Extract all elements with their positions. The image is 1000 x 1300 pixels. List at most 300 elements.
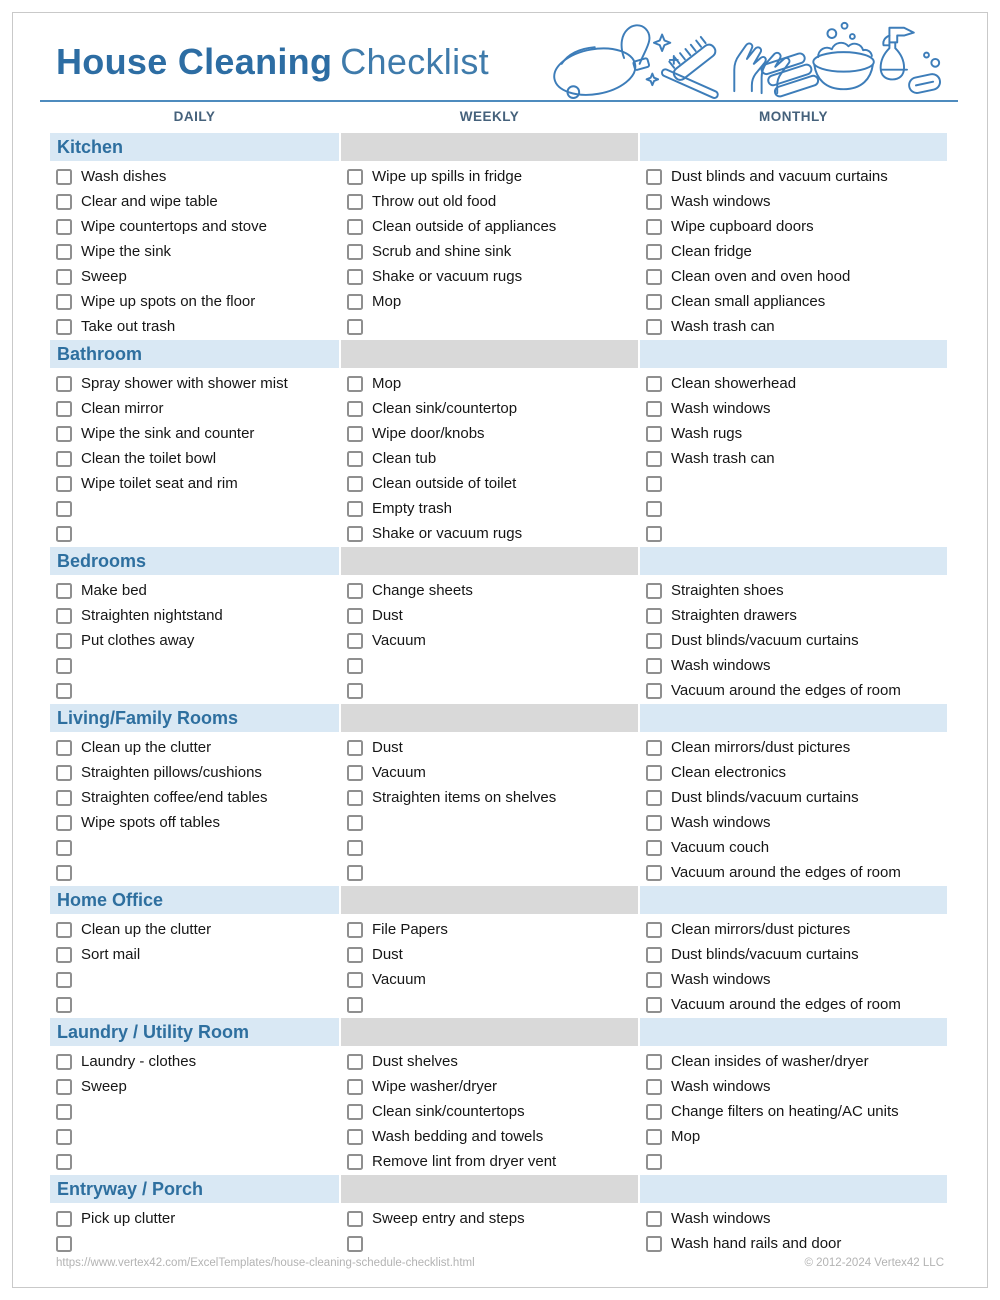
checkbox[interactable] (56, 922, 72, 938)
item-label: Straighten shoes (671, 582, 784, 599)
checkbox[interactable] (56, 269, 72, 285)
checklist-row (640, 1074, 947, 1099)
checkbox[interactable] (347, 790, 363, 806)
section-items (50, 1046, 947, 1175)
checklist-row (341, 992, 638, 1017)
checkbox[interactable] (646, 633, 662, 649)
item-label: Clean showerhead (671, 375, 797, 392)
checklist-row (341, 678, 638, 703)
checklist-row (640, 264, 947, 289)
checkbox[interactable] (347, 451, 363, 467)
checklist-row (640, 578, 947, 603)
checklist-row (50, 942, 339, 967)
checklist-row (640, 992, 947, 1017)
checkbox[interactable] (646, 501, 662, 517)
checkbox[interactable] (56, 1154, 72, 1170)
checkbox[interactable] (646, 1154, 662, 1170)
checkbox[interactable] (347, 583, 363, 599)
checklist-row (640, 1231, 947, 1256)
checkbox[interactable] (347, 1104, 363, 1120)
checkbox[interactable] (56, 426, 72, 442)
section-title: Bedrooms (57, 551, 147, 571)
checkbox[interactable] (646, 658, 662, 674)
checklist-row (50, 1099, 339, 1124)
checklist-row (640, 446, 947, 471)
checkbox[interactable] (646, 583, 662, 599)
header-divider (40, 100, 958, 102)
checkbox[interactable] (56, 1104, 72, 1120)
section-laundry-utility-room (50, 1018, 947, 1175)
checkbox[interactable] (56, 997, 72, 1013)
checkbox[interactable] (347, 1154, 363, 1170)
section-band-right (640, 340, 947, 368)
section-band-middle (341, 133, 638, 161)
item-label: Wash trash can (671, 318, 775, 335)
column-daily (50, 164, 339, 339)
section-band-right (640, 1175, 947, 1203)
checkbox[interactable] (347, 608, 363, 624)
checkbox[interactable] (56, 319, 72, 335)
item-label: Clean small appliances (671, 293, 826, 310)
checkbox[interactable] (646, 972, 662, 988)
section-band-middle (341, 704, 638, 732)
item-label: Clean tub (372, 450, 437, 467)
item-label: Wipe washer/dryer (372, 1078, 498, 1095)
checklist-row (50, 289, 339, 314)
checkbox[interactable] (347, 501, 363, 517)
checkbox[interactable] (347, 997, 363, 1013)
checklist-row (50, 396, 339, 421)
item-label: Wash bedding and towels (372, 1128, 544, 1145)
checkbox[interactable] (56, 740, 72, 756)
item-label: Wash windows (671, 657, 771, 674)
item-label: Wash hand rails and door (671, 1235, 842, 1252)
checklist-row (341, 835, 638, 860)
checklist-row (341, 653, 638, 678)
checkbox[interactable] (56, 865, 72, 881)
checklist-row (50, 521, 339, 546)
checkbox[interactable] (646, 997, 662, 1013)
checklist-row (50, 371, 339, 396)
checkbox[interactable] (646, 1236, 662, 1252)
item-label: Wash windows (671, 400, 771, 417)
checkbox[interactable] (646, 840, 662, 856)
checklist-row (50, 1124, 339, 1149)
page-title (56, 40, 489, 84)
item-label: Dust (372, 946, 403, 963)
section-band-middle (341, 340, 638, 368)
checklist-row (640, 1149, 947, 1174)
checklist-row (50, 1206, 339, 1231)
checklist-row (50, 810, 339, 835)
checklist-row (640, 917, 947, 942)
checkbox[interactable] (56, 244, 72, 260)
checkbox[interactable] (646, 740, 662, 756)
checklist-row (640, 189, 947, 214)
section-band-right (640, 1018, 947, 1046)
item-label: Vacuum around the edges of room (671, 996, 901, 1013)
checkbox[interactable] (56, 401, 72, 417)
checkbox[interactable] (646, 294, 662, 310)
checklist-row (50, 835, 339, 860)
checkbox[interactable] (56, 790, 72, 806)
item-label: Vacuum around the edges of room (671, 682, 901, 699)
vacuum-icon (551, 25, 650, 100)
checkbox[interactable] (347, 865, 363, 881)
footer (56, 1257, 944, 1269)
footer-url: https://www.vertex42.com/ExcelTemplates/house-cleaning-schedule-checklist.html (56, 1257, 475, 1269)
checklist-row (341, 521, 638, 546)
section-items (50, 161, 947, 340)
checklist-row (50, 1231, 339, 1256)
checkbox[interactable] (347, 1054, 363, 1070)
checklist-row (50, 603, 339, 628)
item-label: Vacuum (372, 971, 426, 988)
checkbox[interactable] (347, 840, 363, 856)
checkbox[interactable] (347, 683, 363, 699)
checkbox[interactable] (646, 319, 662, 335)
column-daily (50, 735, 339, 885)
checkbox[interactable] (347, 526, 363, 542)
checkbox[interactable] (646, 376, 662, 392)
section-band-right (640, 704, 947, 732)
checklist-row (640, 314, 947, 339)
column-header-daily: DAILY (173, 109, 216, 124)
column-monthly (640, 578, 947, 703)
checkbox[interactable] (347, 476, 363, 492)
item-label: Spray shower with shower mist (81, 375, 288, 392)
checkbox[interactable] (56, 815, 72, 831)
checklist-row (50, 164, 339, 189)
item-label: Mop (372, 375, 402, 392)
column-weekly (341, 1206, 638, 1256)
checklist-row (50, 421, 339, 446)
sparkle-icons (647, 35, 678, 86)
checkbox[interactable] (56, 972, 72, 988)
checklist-row (341, 1049, 638, 1074)
checklist-row (640, 785, 947, 810)
checklist-row (341, 1231, 638, 1256)
column-monthly (640, 735, 947, 885)
checkbox[interactable] (56, 376, 72, 392)
checkbox[interactable] (56, 1129, 72, 1145)
checkbox[interactable] (646, 1129, 662, 1145)
checkbox[interactable] (646, 1054, 662, 1070)
section-band-left (50, 704, 339, 732)
checkbox[interactable] (56, 194, 72, 210)
item-label: Mop (372, 293, 402, 310)
checklist-row (341, 446, 638, 471)
checkbox[interactable] (56, 1236, 72, 1252)
checkbox[interactable] (56, 219, 72, 235)
column-weekly (341, 735, 638, 885)
checkbox[interactable] (56, 451, 72, 467)
checkbox[interactable] (347, 633, 363, 649)
item-label: Straighten pillows/cushions (81, 764, 262, 781)
checklist-row (640, 421, 947, 446)
checkbox[interactable] (347, 1236, 363, 1252)
section-band-middle (341, 886, 638, 914)
item-label: Change sheets (372, 582, 473, 599)
column-weekly (341, 1049, 638, 1174)
section-title: Kitchen (57, 137, 124, 157)
checkbox[interactable] (347, 922, 363, 938)
checklist-row (341, 785, 638, 810)
checkbox[interactable] (347, 1211, 363, 1227)
checklist-row (341, 471, 638, 496)
checkbox[interactable] (347, 244, 363, 260)
checkbox[interactable] (56, 947, 72, 963)
item-label: Wipe up spills in fridge (372, 168, 523, 185)
checkbox[interactable] (347, 1079, 363, 1095)
item-label: Clean sink/countertops (372, 1103, 525, 1120)
item-label: Wipe toilet seat and rim (81, 475, 238, 492)
item-label: Laundry - clothes (81, 1053, 197, 1070)
checkbox[interactable] (347, 269, 363, 285)
item-label: Change filters on heating/AC units (671, 1103, 899, 1120)
item-label: Vacuum around the edges of room (671, 864, 901, 881)
section-band-left (50, 547, 339, 575)
checkbox[interactable] (646, 451, 662, 467)
checkbox[interactable] (56, 476, 72, 492)
checkbox[interactable] (646, 244, 662, 260)
checklist-row (341, 371, 638, 396)
checklist-row (640, 1206, 947, 1231)
checklist-row (341, 421, 638, 446)
checkbox[interactable] (347, 947, 363, 963)
column-monthly (640, 371, 947, 546)
checklist-row (640, 942, 947, 967)
section-band-right (640, 547, 947, 575)
checklist-row (341, 314, 638, 339)
section-kitchen (50, 133, 947, 340)
checklist-row (341, 239, 638, 264)
item-label: Empty trash (372, 500, 453, 517)
section-band-middle (341, 1018, 638, 1046)
item-label: Dust shelves (372, 1053, 458, 1070)
item-label: Clean electronics (671, 764, 787, 781)
item-label: Scrub and shine sink (372, 243, 512, 260)
section-band-right (640, 133, 947, 161)
checklist-row (640, 1099, 947, 1124)
checkbox[interactable] (646, 683, 662, 699)
item-label: Remove lint from dryer vent (372, 1153, 557, 1170)
item-label: Clean up the clutter (81, 739, 212, 756)
item-label: Throw out old food (372, 193, 497, 210)
checklist-row (341, 810, 638, 835)
item-label: Wipe cupboard doors (671, 218, 814, 235)
checkbox[interactable] (347, 401, 363, 417)
section-band-middle (341, 547, 638, 575)
checkbox[interactable] (646, 922, 662, 938)
checklist-row (640, 1049, 947, 1074)
item-label: Clean mirror (81, 400, 164, 417)
section-items (50, 914, 947, 1018)
checkbox[interactable] (56, 1211, 72, 1227)
checklist-row (640, 496, 947, 521)
checkbox[interactable] (347, 426, 363, 442)
soap-bar-icon (908, 53, 942, 95)
section-band-left (50, 1018, 339, 1046)
item-label: Dust blinds/vacuum curtains (671, 946, 859, 963)
checkbox[interactable] (646, 526, 662, 542)
checkbox[interactable] (646, 1079, 662, 1095)
section-entryway-porch (50, 1175, 947, 1257)
checkbox[interactable] (56, 1079, 72, 1095)
item-label: Clean outside of appliances (372, 218, 557, 235)
checklist-row (341, 628, 638, 653)
item-label: Dust blinds/vacuum curtains (671, 632, 859, 649)
checkbox[interactable] (347, 194, 363, 210)
column-header-monthly: MONTHLY (758, 109, 828, 124)
checkbox[interactable] (646, 865, 662, 881)
checklist-row (341, 1149, 638, 1174)
checkbox[interactable] (646, 219, 662, 235)
towel-stack-icon (760, 50, 819, 99)
section-title: Entryway / Porch (57, 1179, 204, 1199)
item-label: Clean insides of washer/dryer (671, 1053, 869, 1070)
checkbox[interactable] (646, 1211, 662, 1227)
checkbox[interactable] (646, 608, 662, 624)
checklist-row (640, 760, 947, 785)
checklist-row (640, 628, 947, 653)
checkbox[interactable] (646, 790, 662, 806)
checkbox[interactable] (347, 169, 363, 185)
item-label: Dust (372, 607, 403, 624)
item-label: Clean up the clutter (81, 921, 212, 938)
checklist-row (640, 214, 947, 239)
checklist-row (341, 164, 638, 189)
spray-bottle-icon (881, 28, 914, 80)
item-label: Wash trash can (671, 450, 775, 467)
checklist-row (341, 942, 638, 967)
item-label: Clean outside of toilet (372, 475, 517, 492)
checkbox[interactable] (56, 583, 72, 599)
checkbox[interactable] (56, 169, 72, 185)
item-label: Sort mail (81, 946, 141, 963)
checkbox[interactable] (646, 169, 662, 185)
checkbox[interactable] (646, 947, 662, 963)
section-header-band (50, 547, 947, 575)
checklist-row (640, 653, 947, 678)
column-monthly (640, 917, 947, 1017)
checkbox[interactable] (646, 1104, 662, 1120)
checkbox[interactable] (56, 608, 72, 624)
checklist-row (640, 164, 947, 189)
item-label: Wash windows (671, 971, 771, 988)
item-label: Clean mirrors/dust pictures (671, 739, 851, 756)
item-label: Wipe door/knobs (372, 425, 485, 442)
checkbox[interactable] (347, 376, 363, 392)
checklist-row (341, 396, 638, 421)
item-label: Mop (671, 1128, 701, 1145)
checkbox[interactable] (347, 765, 363, 781)
checkbox[interactable] (56, 294, 72, 310)
checkbox[interactable] (56, 683, 72, 699)
checkbox[interactable] (347, 219, 363, 235)
checklist-row (341, 735, 638, 760)
checkbox[interactable] (646, 815, 662, 831)
item-label: Wash windows (671, 1078, 771, 1095)
checkbox[interactable] (347, 1129, 363, 1145)
cleaning-tools-illustration (546, 14, 946, 100)
section-header-band (50, 340, 947, 368)
checkbox[interactable] (56, 1054, 72, 1070)
checkbox[interactable] (56, 658, 72, 674)
checkbox[interactable] (56, 501, 72, 517)
column-daily (50, 917, 339, 1017)
item-label: Wash dishes (81, 168, 167, 185)
item-label: Clean sink/countertop (372, 400, 518, 417)
checklist-row (640, 521, 947, 546)
checklist-row (640, 603, 947, 628)
checklist-row (50, 471, 339, 496)
checklist-row (341, 189, 638, 214)
section-band-middle (341, 1175, 638, 1203)
checklist-row (341, 264, 638, 289)
column-daily (50, 578, 339, 703)
column-monthly (640, 164, 947, 339)
checkbox[interactable] (347, 319, 363, 335)
checklist-row (640, 396, 947, 421)
section-bathroom (50, 340, 947, 547)
item-label: Clean mirrors/dust pictures (671, 921, 851, 938)
item-label: Clear and wipe table (81, 193, 218, 210)
checklist-row (50, 967, 339, 992)
checkbox[interactable] (646, 765, 662, 781)
item-label: Sweep entry and steps (372, 1210, 525, 1227)
item-label: Wash windows (671, 193, 771, 210)
checkbox[interactable] (646, 269, 662, 285)
section-band-left (50, 886, 339, 914)
checkbox[interactable] (56, 633, 72, 649)
checkbox[interactable] (56, 840, 72, 856)
checklist-row (341, 860, 638, 885)
checklist-row (50, 760, 339, 785)
item-label: Vacuum couch (671, 839, 770, 856)
checklist-row (50, 860, 339, 885)
checklist-row (50, 239, 339, 264)
section-items (50, 732, 947, 886)
checklist-row (341, 496, 638, 521)
checkbox[interactable] (56, 526, 72, 542)
item-label: Wash windows (671, 1210, 771, 1227)
item-label: Shake or vacuum rugs (372, 525, 523, 542)
section-bedrooms (50, 547, 947, 704)
checklist-row (640, 967, 947, 992)
item-label: Dust blinds and vacuum curtains (671, 168, 888, 185)
checklist-row (341, 289, 638, 314)
checkbox[interactable] (347, 294, 363, 310)
item-label: Wipe up spots on the floor (81, 293, 256, 310)
checklist-row (341, 1124, 638, 1149)
checkbox[interactable] (646, 476, 662, 492)
checkbox[interactable] (646, 426, 662, 442)
checkbox[interactable] (347, 815, 363, 831)
title-light: Checklist (340, 41, 489, 82)
item-label: File Papers (372, 921, 448, 938)
checkbox[interactable] (347, 740, 363, 756)
checkbox[interactable] (347, 972, 363, 988)
checkbox[interactable] (56, 765, 72, 781)
column-weekly (341, 917, 638, 1017)
item-label: Wipe the sink and counter (81, 425, 255, 442)
checkbox[interactable] (347, 658, 363, 674)
checkbox[interactable] (646, 401, 662, 417)
section-header-band (50, 1018, 947, 1046)
checklist-row (50, 992, 339, 1017)
checkbox[interactable] (646, 194, 662, 210)
